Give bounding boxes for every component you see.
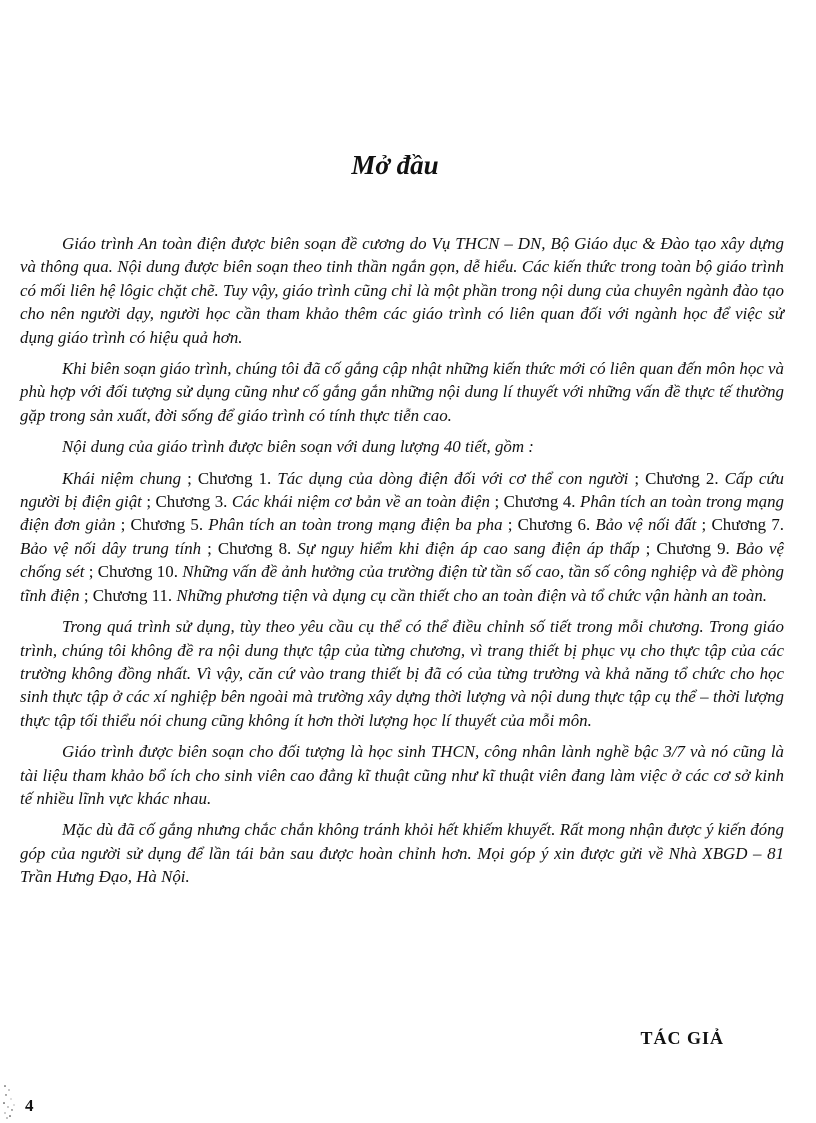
paragraph-feedback: Mặc dù đã cố gắng nhưng chắc chắn không tránh khỏi hết khiếm khuyết. Rất mong nhận được ý kiến đóng góp của người sử dụng để lần tái bản sau được hoàn chỉnh hơn. Mọi góp ý xin được gửi về Nhà XBGD – 81 Trần Hưng Đạo, Hà Nội.	[20, 820, 784, 887]
chapter-title: Sự nguy hiểm khi điện áp cao sang điện áp thấp	[297, 538, 640, 558]
chapter-number-label: ; Chương 11.	[79, 585, 177, 605]
chapter-number-label: ; Chương 5.	[115, 515, 209, 535]
paragraph-audience: Giáo trình được biên soạn cho đối tượng là học sinh THCN, công nhân lành nghề bậc 3/7 và nó cũng là tài liệu tham khảo bổ ích cho sinh viên cao đẳng kĩ thuật cũng như kĩ thuật viên đang làm việc ở các cơ sở kinh tế nhiều lĩnh vực khác nhau.	[20, 742, 784, 808]
chapter-title: Những vấn đề ảnh hưởng của trường điện từ tần số cao, tần số công nghiệp và đề phòng tĩnh điện	[20, 562, 784, 605]
chapter-title: Phân tích an toàn trong mạng điện ba pha	[208, 515, 503, 535]
chapter-number-label: ; Chương 10.	[84, 562, 183, 582]
chapter-title: Bảo vệ nối đất	[595, 515, 697, 535]
chapter-title: Bảo vệ chống sét	[20, 538, 784, 582]
chapter-number-label: ; Chương 3.	[141, 492, 232, 512]
page-number: 4	[25, 1096, 34, 1115]
paragraph-usage: Trong quá trình sử dụng, tùy theo yêu cầu cụ thể có thể điều chỉnh số tiết trong mỗi chương. Trong giáo trình, chúng tôi không đề ra nội dung thực tập của từng chương, vì trang thiết bị phục vụ cho thực tập của các trường không đồng nhất. Vì vậy, căn cứ vào trang thiết bị đã có của từng trường và khả năng tổ chức cho học sinh thực tập ở các xí nghiệp bên ngoài mà trường xây dựng thời lượng và nội dung thực tập cụ thể – thời lượng thực tập tối thiểu nói chung cũng không ít hơn thời lượng học lí thuyết của mỗi môn.	[20, 617, 784, 730]
chapter-number-label: ; Chương 2.	[628, 468, 725, 488]
page-title: Mở đầu	[351, 150, 439, 180]
chapter-title: Tác dụng của dòng điện đối với cơ thể con người	[277, 468, 629, 488]
chapter-number-label: ; Chương 1.	[181, 468, 278, 488]
chapter-title: Bảo vệ nối dây trung tính	[20, 538, 202, 558]
chapter-number-label: ; Chương 7.	[696, 515, 784, 535]
chapter-title: Các khái niệm cơ bản về an toàn điện	[231, 492, 490, 512]
chapter-title: Khái niệm chung	[62, 468, 182, 488]
paragraph-chapter-list	[20, 467, 784, 607]
chapter-title: Phân tích an toàn trong mạng điện đơn giản	[20, 492, 784, 535]
chapter-number-label: ; Chương 6.	[502, 515, 596, 535]
chapter-title: Những phương tiện và dụng cụ cần thiết cho an toàn điện và tổ chức vận hành an toàn.	[176, 585, 768, 605]
scan-speckle	[2, 1080, 18, 1120]
paragraph-content-summary: Nội dung của giáo trình được biên soạn với dung lượng 40 tiết, gồm :	[62, 437, 534, 457]
chapter-number-label: ; Chương 9.	[639, 538, 736, 558]
author-signature: TÁC GIẢ	[640, 1028, 724, 1048]
paragraph-aims: Khi biên soạn giáo trình, chúng tôi đã cố gắng cập nhật những kiến thức mới có liên quan đến môn học và phù hợp với đối tượng sử dụng cũng như cố gắng gắn những nội dung lí thuyết với những vấn đề thực tế thường gặp trong sản xuất, đời sống để giáo trình có tính thực tiễn cao.	[20, 359, 784, 425]
chapter-title: Cấp cứu người bị điện giật	[20, 468, 784, 512]
chapter-number-label: ; Chương 8.	[201, 538, 298, 558]
paragraph-intro: Giáo trình An toàn điện được biên soạn đề cương do Vụ THCN – DN, Bộ Giáo dục & Đào tạo xây dựng và thông qua. Nội dung được biên soạn theo tinh thần ngắn gọn, dễ hiểu. Các kiến thức trong toàn bộ giáo trình có mối liên hệ lôgic chặt chẽ. Tuy vậy, giáo trình cũng chỉ là một phần trong nội dung của chuyên ngành đào tạo cho nên người dạy, người học cần tham khảo thêm các giáo trình có liên quan đối với ngành học để việc sử dụng giáo trình có hiệu quả hơn.	[20, 234, 784, 347]
chapter-number-label: ; Chương 4.	[489, 492, 581, 512]
preface-body	[20, 232, 784, 897]
